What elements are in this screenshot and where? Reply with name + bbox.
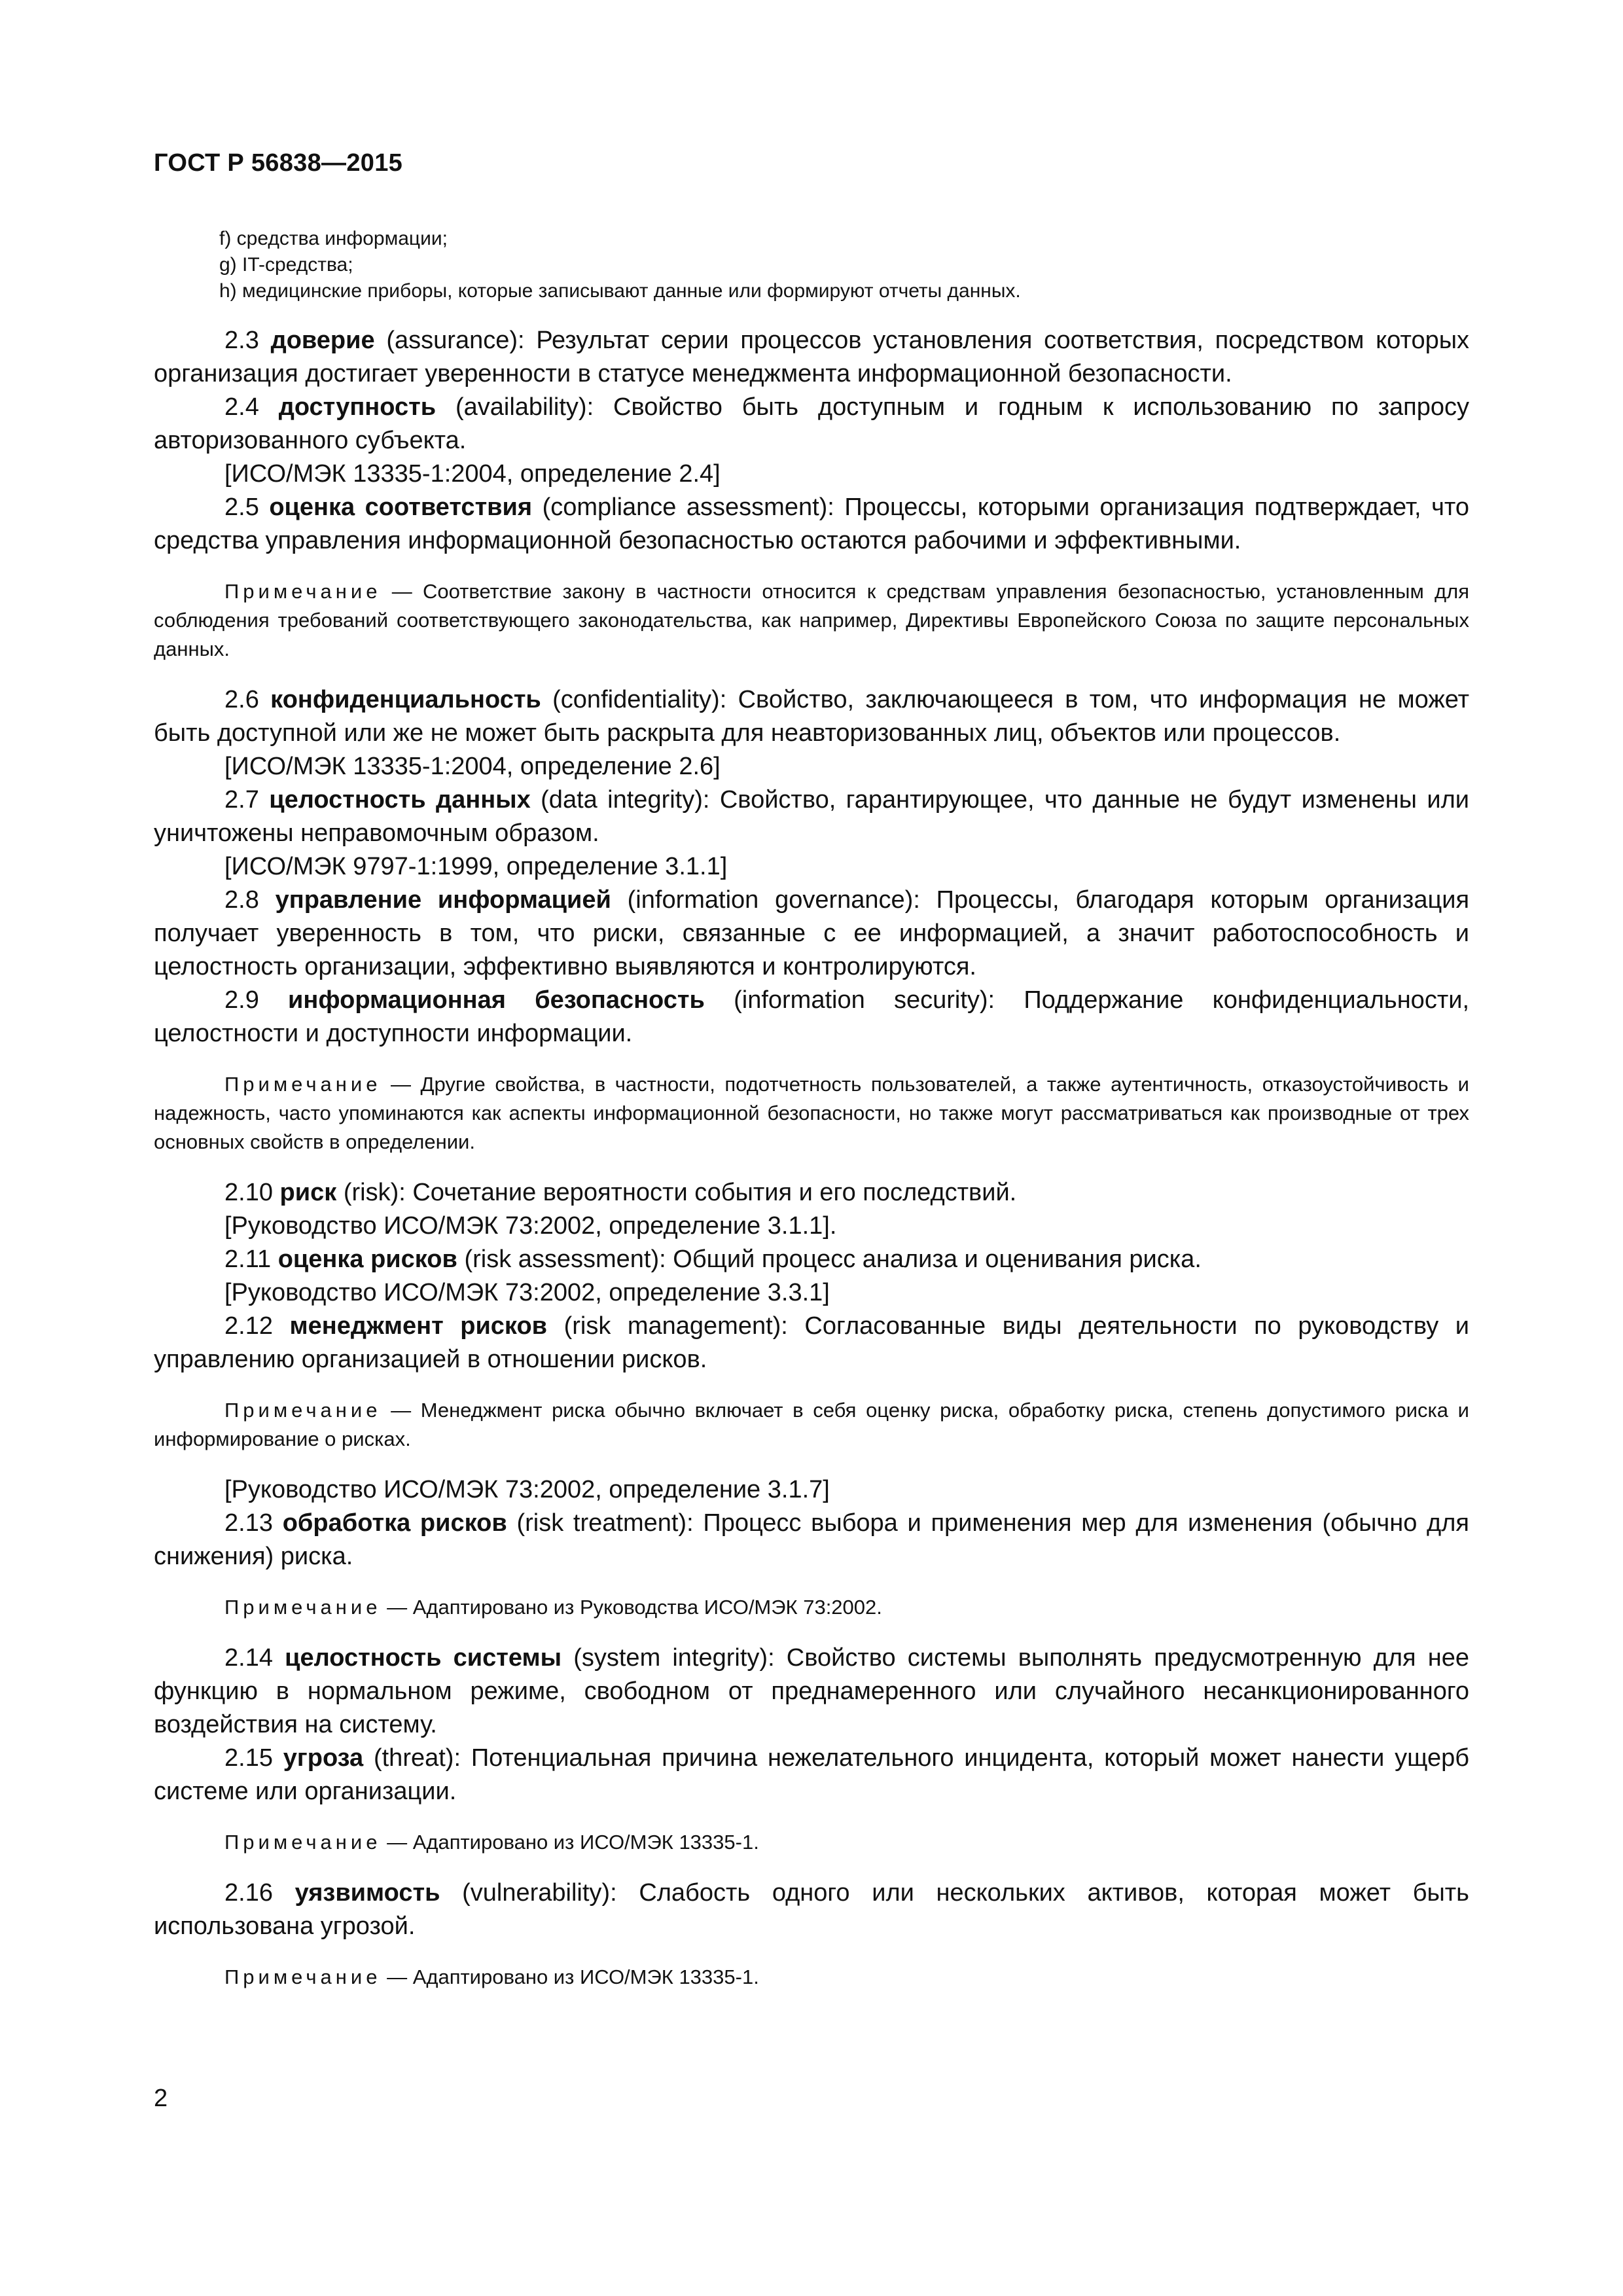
note-label: Примечание (224, 1831, 382, 1854)
page-number: 2 (154, 2085, 168, 2112)
term-entry-2-12 (154, 1310, 1469, 1376)
note-dash: — (387, 1596, 408, 1619)
note-text: Адаптировано из ИСО/МЭК 13335-1. (412, 1965, 759, 1988)
term-name: риск (279, 1179, 337, 1206)
list-item: f) средства информации; (219, 228, 448, 249)
term-number: 2.6 (224, 686, 259, 713)
term-entry-2-8 (154, 884, 1469, 984)
note-label: Примечание (224, 1965, 382, 1988)
term-definition: Слабость одного или нескольких активов, которая может быть использована угрозой. (154, 1879, 1469, 1940)
term-entry-2-15 (154, 1742, 1469, 1808)
term-entry-2-11 (154, 1243, 1469, 1276)
term-name: оценка рисков (277, 1246, 457, 1273)
term-name: целостность данных (269, 786, 531, 814)
term-entry-2-7 (154, 783, 1469, 850)
term-definition: Согласованные виды деятельности по руководству и управлению организацией в отношении рисков. (154, 1312, 1469, 1373)
term-definition: Свойство, гарантирующее, что данные не будут изменены или уничтожены неправомочным образом. (154, 786, 1469, 847)
term-entry-2-16 (154, 1876, 1469, 1943)
term-english: (risk): (343, 1179, 406, 1206)
note-dash: — (387, 1831, 408, 1854)
note-text: Другие свойства, в частности, подотчетность пользователей, а также аутентичность, отказоустойчивость и надежность, часто упоминаются как аспекты информационной безопасности, но также могут рассматриваться как производные от трех основных свойств в определении. (154, 1073, 1469, 1153)
term-entry-2-9 (154, 984, 1469, 1050)
term-definition: Процессы, которыми организация подтверждает, что средства управления информационной безопасностью остаются рабочими и эффективными. (154, 493, 1469, 554)
note (154, 1396, 1469, 1454)
term-english: (assurance): (386, 327, 525, 354)
term-number: 2.8 (224, 886, 259, 914)
term-reference: [ИСО/МЭК 13335-1:2004, определение 2.6] (224, 753, 721, 780)
page-content (154, 226, 1469, 2011)
term-entry-2-14 (154, 1641, 1469, 1742)
note (154, 1593, 1469, 1622)
note (154, 1070, 1469, 1157)
term-english: (threat): (373, 1744, 461, 1772)
term-entry-2-10 (154, 1176, 1469, 1210)
term-name: оценка соответствия (269, 493, 533, 521)
term-definition: Свойство быть доступным и годным к использованию по запросу авторизованного субъекта. (154, 393, 1469, 454)
term-number: 2.5 (224, 493, 259, 521)
note-text: Адаптировано из Руководства ИСО/МЭК 73:2002. (412, 1596, 882, 1619)
term-number: 2.13 (224, 1509, 273, 1537)
note-label: Примечание (224, 1073, 382, 1096)
term-definition: Результат серии процессов установления соответствия, посредством которых организация достигает уверенности в статусе менеджмента информационной безопасности. (154, 327, 1470, 387)
term-definition: Свойство системы выполнять предусмотренную для нее функцию в нормальном режиме, свободном от преднамеренного или случайного несанкционированного воздействия на систему. (154, 1644, 1469, 1738)
term-definition: Процессы, благодаря которым организация получает уверенность в том, что риски, связанные с ее информацией, а значит работоспособность и целостность организации, эффективно выявляются и контролируются. (154, 886, 1470, 980)
note-text: Менеджмент риска обычно включает в себя оценку риска, обработку риска, степень допустимого риска и информирование о рисках. (154, 1399, 1469, 1450)
term-name: угроза (283, 1744, 364, 1772)
term-number: 2.14 (224, 1644, 273, 1672)
term-number: 2.4 (224, 393, 259, 421)
note-dash: — (387, 1965, 408, 1988)
term-number: 2.11 (224, 1246, 272, 1273)
term-reference: [ИСО/МЭК 9797-1:1999, определение 3.1.1] (224, 853, 728, 880)
note-dash: — (391, 580, 412, 603)
term-number: 2.10 (224, 1179, 273, 1206)
term-name: доверие (270, 327, 375, 354)
term-entry-2-6 (154, 683, 1469, 750)
term-number: 2.3 (224, 327, 259, 354)
term-entry-2-13 (154, 1507, 1469, 1573)
note-label: Примечание (224, 1596, 382, 1619)
term-english: (vulnerability): (462, 1879, 617, 1907)
term-english: (system integrity): (573, 1644, 775, 1672)
term-name: конфиденциальность (270, 686, 541, 713)
term-definition: Поддержание конфиденциальности, целостности и доступности информации. (154, 986, 1470, 1047)
term-definition: Сочетание вероятности события и его последствий. (412, 1179, 1017, 1206)
term-english: (information security): (734, 986, 995, 1014)
note-dash: — (391, 1399, 412, 1422)
term-english: (data integrity): (541, 786, 710, 814)
term-english: (risk assessment): (464, 1246, 666, 1273)
term-entry-2-5 (154, 491, 1469, 558)
term-number: 2.15 (224, 1744, 273, 1772)
document-header: ГОСТ Р 56838—2015 (154, 149, 403, 177)
term-reference: [Руководство ИСО/МЭК 73:2002, определение 3.3.1] (224, 1279, 830, 1306)
term-number: 2.7 (224, 786, 259, 814)
term-entry-2-4 (154, 391, 1469, 457)
list-item: h) медицинские приборы, которые записывают данные или формируют отчеты данных. (219, 280, 1021, 302)
term-entry-2-3 (154, 324, 1469, 391)
term-english: (availability): (455, 393, 594, 421)
note-text: Соответствие закону в частности относится к средствам управления безопасностью, установленным для соблюдения требований соответствующего законодательства, как например, Директивы Европейского Союза по защите персональных данных. (154, 580, 1469, 660)
term-number: 2.9 (224, 986, 259, 1014)
term-name: целостность системы (285, 1644, 562, 1672)
note (154, 1963, 1469, 1992)
term-name: менеджмент рисков (289, 1312, 548, 1340)
term-english: (compliance assessment): (542, 493, 834, 521)
term-number: 2.16 (224, 1879, 273, 1907)
term-number: 2.12 (224, 1312, 273, 1340)
term-english: (information governance): (627, 886, 920, 914)
term-name: доступность (278, 393, 437, 421)
note (154, 577, 1469, 664)
term-definition: Общий процесс анализа и оценивания риска. (673, 1246, 1202, 1273)
list-continuation (154, 226, 1469, 304)
term-reference: [Руководство ИСО/МЭК 73:2002, определение 3.1.1]. (224, 1212, 837, 1240)
term-name: информационная безопасность (288, 986, 705, 1014)
term-name: обработка рисков (282, 1509, 507, 1537)
term-reference: [ИСО/МЭК 13335-1:2004, определение 2.4] (224, 460, 721, 488)
note-label: Примечание (224, 1399, 382, 1422)
term-definition: Процесс выбора и применения мер для изменения (обычно для снижения) риска. (154, 1509, 1469, 1570)
note-text: Адаптировано из ИСО/МЭК 13335-1. (412, 1831, 759, 1854)
note-dash: — (390, 1073, 411, 1096)
note (154, 1828, 1469, 1857)
list-item: g) IT-средства; (219, 254, 353, 276)
term-english: (confidentiality): (552, 686, 727, 713)
term-definition: Свойство, заключающееся в том, что информация не может быть доступной или же не может быть раскрыта для неавторизованных лиц, объектов или процессов. (154, 686, 1470, 747)
term-name: управление информацией (275, 886, 611, 914)
term-english: (risk treatment): (516, 1509, 694, 1537)
term-english: (risk management): (563, 1312, 788, 1340)
note-label: Примечание (224, 580, 382, 603)
term-definition: Потенциальная причина нежелательного инцидента, который может нанести ущерб системе или организации. (154, 1744, 1470, 1805)
term-name: уязвимость (294, 1879, 440, 1907)
term-reference: [Руководство ИСО/МЭК 73:2002, определение 3.1.7] (224, 1476, 830, 1503)
